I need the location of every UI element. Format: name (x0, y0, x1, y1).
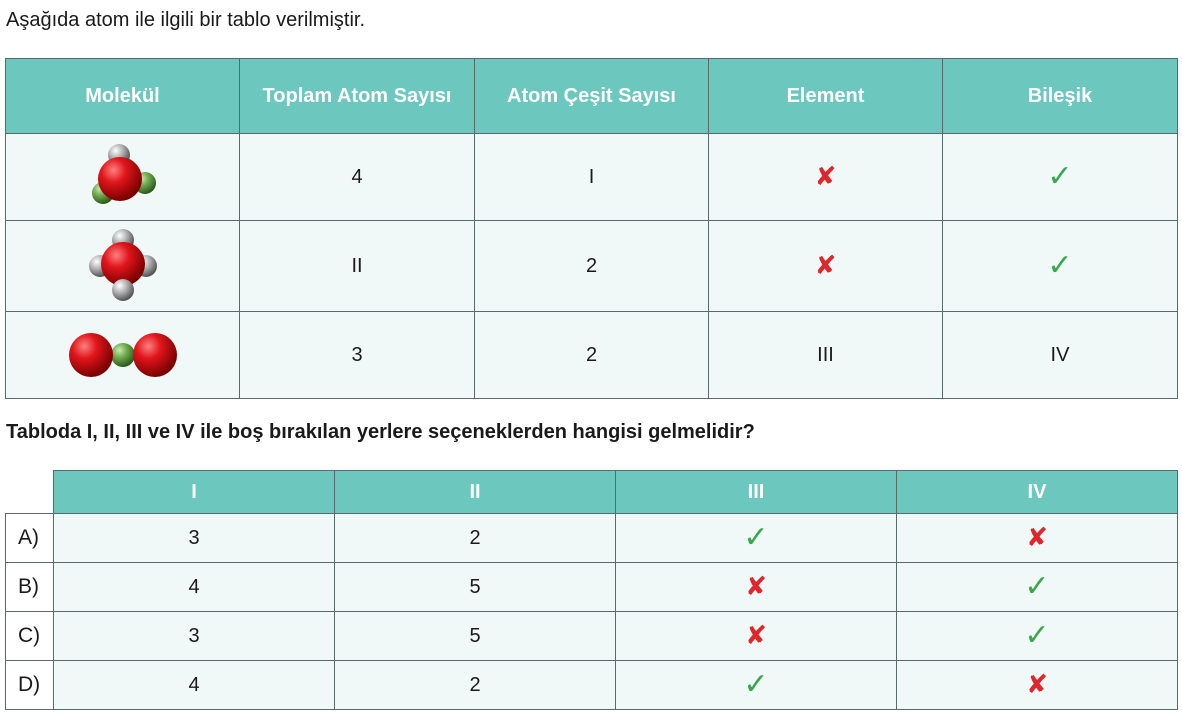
cross-icon: ✘ (1026, 669, 1048, 700)
cross-icon: ✘ (814, 250, 837, 281)
header-molecule: Molekül (6, 59, 240, 134)
check-icon: ✓ (1047, 159, 1073, 194)
option-row-c[interactable] (6, 612, 1178, 661)
options-table (5, 470, 1178, 710)
check-icon: ✓ (743, 667, 769, 702)
molecule-cell (6, 134, 240, 221)
option-row-a[interactable] (6, 514, 1178, 563)
table-row (6, 134, 1178, 221)
element-cell: III (709, 312, 943, 399)
molecule-5-atoms-icon (83, 226, 163, 306)
header-atom-kinds: Atom Çeşit Sayısı (475, 59, 709, 134)
option-cell (897, 661, 1178, 710)
header-compound: Bileşik (943, 59, 1178, 134)
header-element: Element (709, 59, 943, 134)
compound-cell: IV (943, 312, 1178, 399)
question-text: Tabloda I, II, III ve IV ile boş bırakılan yerlere seçeneklerden hangisi gelmelidir? (6, 421, 755, 443)
atom-kinds-cell: I (475, 134, 709, 221)
option-row-b[interactable] (6, 563, 1178, 612)
header-II: II (335, 471, 616, 514)
header-total-atoms: Toplam Atom Sayısı (240, 59, 475, 134)
check-icon: ✓ (1024, 569, 1050, 604)
cross-icon: ✘ (1026, 522, 1048, 553)
check-icon: ✓ (743, 520, 769, 555)
total-atoms-cell: 3 (240, 312, 475, 399)
total-atoms-cell: 4 (240, 134, 475, 221)
option-cell: 5 (335, 563, 616, 612)
compound-cell (943, 221, 1178, 312)
cross-icon: ✘ (745, 620, 767, 651)
option-cell (616, 563, 897, 612)
total-atoms-cell: II (240, 221, 475, 312)
compound-cell (943, 134, 1178, 221)
option-cell: 4 (54, 563, 335, 612)
option-label[interactable]: C) (6, 612, 54, 661)
table-row (6, 312, 1178, 399)
header-IV: IV (897, 471, 1178, 514)
table-row (6, 221, 1178, 312)
cross-icon: ✘ (745, 571, 767, 602)
header-III: III (616, 471, 897, 514)
cross-icon: ✘ (814, 161, 837, 192)
option-cell: 4 (54, 661, 335, 710)
option-cell: 2 (335, 661, 616, 710)
option-cell (616, 514, 897, 563)
element-cell (709, 221, 943, 312)
option-cell (897, 514, 1178, 563)
option-row-d[interactable] (6, 661, 1178, 710)
option-cell (897, 612, 1178, 661)
option-cell: 3 (54, 514, 335, 563)
option-cell (897, 563, 1178, 612)
option-cell: 5 (335, 612, 616, 661)
option-label[interactable]: A) (6, 514, 54, 563)
option-label[interactable]: B) (6, 563, 54, 612)
atom-table (5, 58, 1178, 399)
molecule-cell (6, 221, 240, 312)
option-cell (616, 612, 897, 661)
atom-kinds-cell: 2 (475, 221, 709, 312)
option-label[interactable]: D) (6, 661, 54, 710)
option-cell (616, 661, 897, 710)
check-icon: ✓ (1047, 248, 1073, 283)
check-icon: ✓ (1024, 618, 1050, 653)
corner-cell (6, 471, 54, 514)
molecule-cell (6, 312, 240, 399)
molecule-4-atoms-icon (83, 141, 163, 213)
option-cell: 2 (335, 514, 616, 563)
molecule-3-atoms-linear-icon (67, 329, 179, 381)
atom-kinds-cell: 2 (475, 312, 709, 399)
element-cell (709, 134, 943, 221)
option-cell: 3 (54, 612, 335, 661)
intro-text: Aşağıda atom ile ilgili bir tablo verilmiştir. (6, 9, 366, 31)
header-I: I (54, 471, 335, 514)
